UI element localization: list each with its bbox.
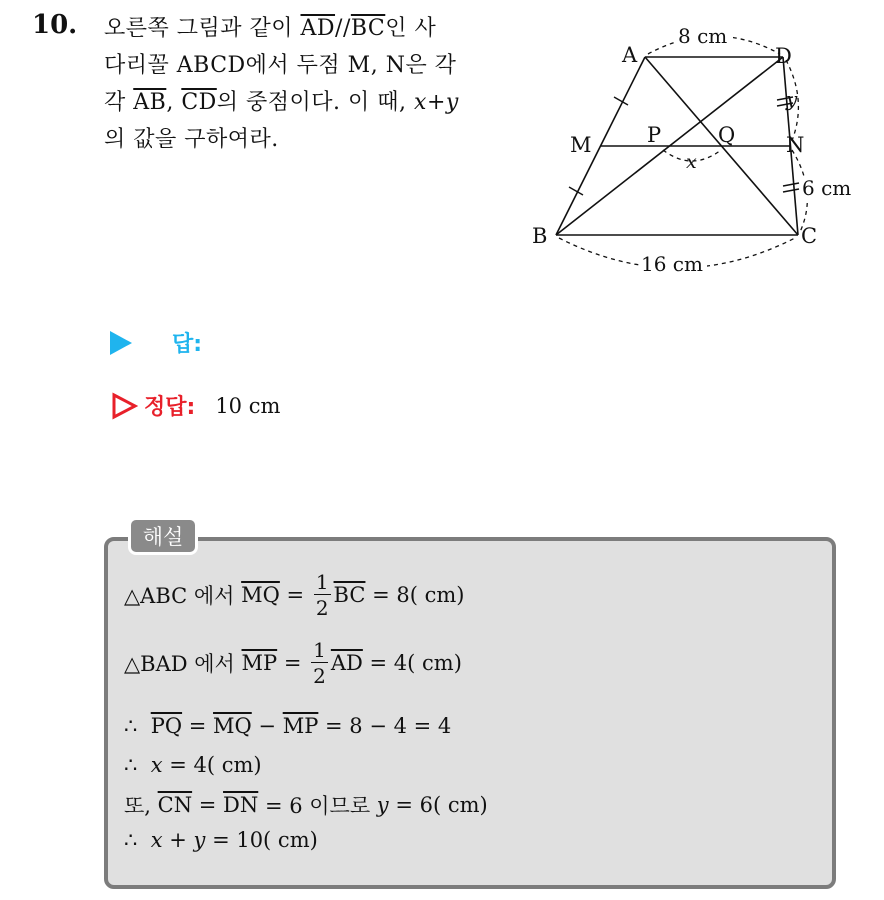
label-q: Q	[718, 123, 736, 147]
fraction-half: $\frac{1}{2}$	[315, 570, 329, 620]
solution-tab: 해설	[128, 517, 198, 555]
tick-nc-1	[783, 183, 799, 186]
problem-line-2: 다리꼴 ABCD에서 두점 M, N은 각	[104, 53, 457, 78]
outline-triangle-icon	[110, 392, 138, 420]
key-row	[110, 390, 280, 421]
problem-text	[104, 10, 504, 158]
solution-line-5: 또, $\overline{CN}$ = $\overline{DN}$ = 6 이므로 y = 6( cm)	[124, 793, 488, 818]
solution-line-2: △BAD 에서 $\overline{MP}$ = $\frac{1}{2}$ $\overline{AD}$ = 4( cm)	[124, 638, 462, 688]
trapezoid-figure	[525, 15, 860, 285]
label-y: y	[786, 87, 798, 111]
label-d: D	[775, 44, 792, 68]
label-m: M	[570, 133, 592, 157]
solution-line-3: ∴ $\overline{PQ}$ = $\overline{MQ}$ − $\overline{MP}$ = 8 − 4 = 4	[124, 714, 452, 738]
solution-line-6: ∴ x + y = 10( cm)	[124, 828, 318, 852]
label-top-length: 8 cm	[678, 24, 728, 48]
answer-label: 답:	[172, 332, 203, 357]
label-p: P	[647, 123, 662, 147]
fraction-half: $\frac{1}{2}$	[313, 638, 326, 688]
label-x: x	[686, 151, 697, 173]
label-a: A	[622, 43, 638, 67]
problem-line-1: 오른쪽 그림과 같이 $\overline{AD}//\overline{BC}$인 사	[104, 16, 437, 41]
label-c: C	[801, 224, 818, 248]
key-value: 10 cm	[215, 393, 281, 418]
label-bottom-length: 16 cm	[641, 252, 703, 276]
solution-line-1: △ABC 에서 $\overline{MQ}$ = $\frac{1}{2}$ $\overline{BC}$ = 8( cm)	[124, 570, 465, 620]
label-n: N	[786, 133, 805, 157]
tick-nc-2	[783, 189, 799, 192]
problem-number: 10.	[32, 10, 78, 40]
key-label: 정답:	[144, 395, 196, 420]
play-triangle-icon	[110, 331, 132, 355]
solution-line-4: ∴ x = 4( cm)	[124, 753, 262, 777]
problem-line-3: 각 $\overline{AB}$, $\overline{CD}$의 중점이다. 이 때, x+y	[104, 90, 459, 115]
problem-line-4: 의 값을 구하여라.	[104, 127, 279, 152]
label-cn-length: 6 cm	[802, 176, 852, 200]
answer-row	[110, 327, 202, 358]
label-b: B	[532, 224, 548, 248]
